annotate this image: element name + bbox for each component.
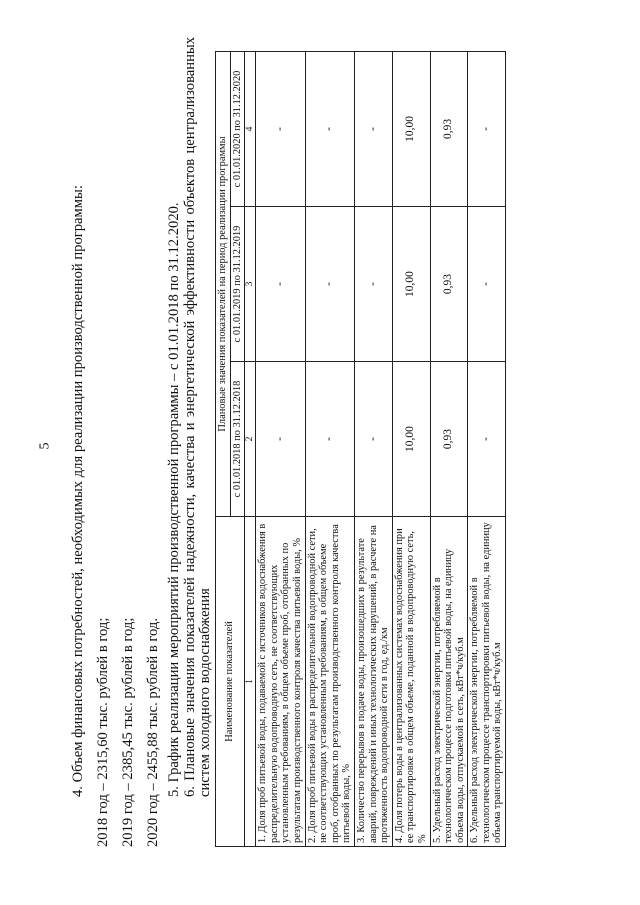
header-period-2019: с 01.01.2019 по 31.12.2019 <box>230 207 245 362</box>
row-6-name: 6. Удельный расход электрической энергии, потребляемой в технологическом процессе транспортировки питьевой воды, на единицу объема транспортируемой воды, кВт*ч/куб.м <box>468 517 506 847</box>
row-1-v3: - <box>256 51 305 206</box>
row-2-v1: - <box>305 362 354 517</box>
row-2-name: 2. Доля проб питьевой воды в распределительной водопроводной сети, не соответствующих установленным требованиям, в общем объеме проб, отобранных по результатам производственного контроля качества питьевой воды, % <box>305 517 354 847</box>
header-name: Наименование показателей <box>216 517 245 847</box>
table-row <box>392 51 430 846</box>
col-index-4: 4 <box>245 51 256 206</box>
row-5-v1: 0,93 <box>430 362 468 517</box>
table-row <box>256 51 305 846</box>
col-index-1: 1 <box>245 517 256 847</box>
item6-heading: 6. Плановые значения показателей надежности, качества и энергетической эффективности объектов централизованных систем холодного водоснабжения <box>182 37 213 797</box>
row-6-v3: - <box>468 51 506 206</box>
table-row <box>354 51 392 846</box>
row-4-v1: 10,00 <box>392 362 430 517</box>
col-index-3: 3 <box>245 207 256 362</box>
col-index-2: 2 <box>245 362 256 517</box>
indicators-table <box>215 51 506 847</box>
row-4-v2: 10,00 <box>392 207 430 362</box>
year-2019: 2019 год – 2385,45 тыс. рублей в год; <box>120 617 136 847</box>
item4-heading: 4. Объем финансовых потребностей, необходимых для реализации производственной программы: <box>70 185 86 797</box>
header-period-2020: с 01.01.2020 по 31.12.2020 <box>230 51 245 206</box>
row-6-v2: - <box>468 207 506 362</box>
document-body <box>66 37 506 847</box>
row-3-name: 3. Количество перерывов в подаче воды, произошедших в результате аварий, повреждений и иных технологических нарушений, в расчете на протяженность водопроводной сети в год, ед./км <box>354 517 392 847</box>
header-plan: Плановые значения показателей на период реализации программы <box>216 51 231 516</box>
table-row <box>305 51 354 846</box>
row-2-v3: - <box>305 51 354 206</box>
row-4-v3: 10,00 <box>392 51 430 206</box>
year-2020: 2020 год – 2455,88 тыс. рублей в год. <box>145 618 161 847</box>
row-5-v2: 0,93 <box>430 207 468 362</box>
row-3-v2: - <box>354 207 392 362</box>
row-6-v1: - <box>468 362 506 517</box>
row-1-v1: - <box>256 362 305 517</box>
row-1-v2: - <box>256 207 305 362</box>
row-3-v3: - <box>354 51 392 206</box>
row-4-name: 4. Доля потерь воды в централизованных системах водоснабжения при ее транспортировке в общем объеме, поданной в водопроводную сеть, % <box>392 517 430 847</box>
year-2018: 2018 год – 2315,60 тыс. рублей в год; <box>95 617 111 847</box>
row-2-v2: - <box>305 207 354 362</box>
row-3-v1: - <box>354 362 392 517</box>
table-row <box>430 51 468 846</box>
page-number: 5 <box>37 442 53 450</box>
table-row <box>468 51 506 846</box>
row-1-name: 1. Доля проб питьевой воды, подаваемой с источников водоснабжения в распределительную водопроводную сеть, не соответствующих установленным требованиям, в общем объеме проб, отобранных по результатам производственного контроля качества питьевой воды, % <box>256 517 305 847</box>
row-5-v3: 0,93 <box>430 51 468 206</box>
header-period-2018: с 01.01.2018 по 31.12.2018 <box>230 362 245 517</box>
item5-schedule: 5. График реализации мероприятий производственной программы – с 01.01.2018 по 31.12.2020. <box>166 202 182 797</box>
row-5-name: 5. Удельный расход электрической энергии, потребляемой в технологическом процессе подготовки питьевой воды, на единицу объема воды, отпускаемой в сеть, кВт*ч/куб.м <box>430 517 468 847</box>
